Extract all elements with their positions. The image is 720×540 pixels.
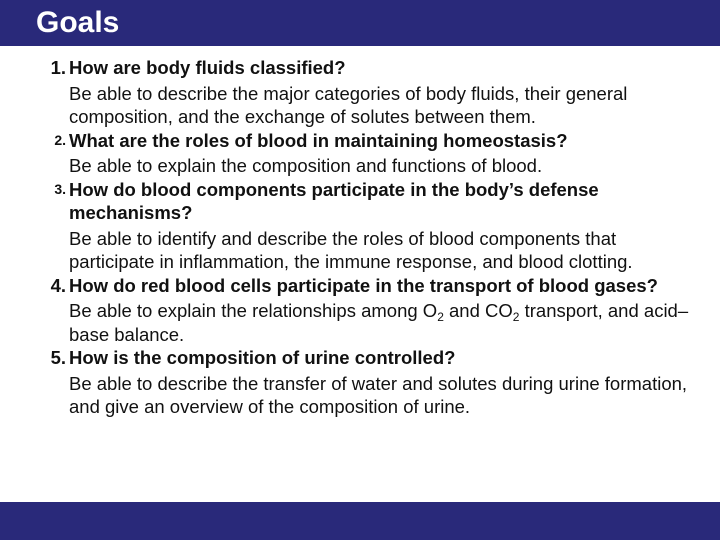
subscript: 2 [512,310,520,324]
goal-number: 5. [50,347,66,368]
title-bar [0,0,720,46]
slide-title: Goals [36,6,120,39]
goal-question: How do red blood cells participate in the transport of blood gases? [69,274,658,296]
goal-question: What are the roles of blood in maintaining homeostasis? [69,129,568,151]
goal-description: Be able to identify and describe the roles of blood components that participate in inflammation, the immune response, and blood clotting. [69,227,633,272]
goal-description: Be able to describe the major categories of body fluids, their general composition, and the exchange of solutes between them. [69,82,628,127]
description-text: and CO [443,300,513,321]
goal-question: How is the composition of urine controlled? [69,347,456,368]
subscript: 2 [437,310,444,324]
goal-number: 3. [54,180,66,197]
goal-description: Be able to explain the composition and functions of blood. [69,155,543,176]
description-text: Be able to explain the relationships among O [69,300,438,321]
goal-number: 4. [50,274,66,296]
goal-description [69,299,698,346]
goal-item-1 [34,56,698,129]
goal-question: How do blood components participate in the body’s defense mechanisms? [69,178,599,223]
goal-item-2 [34,129,698,178]
goal-item-3 [34,178,698,274]
footer-bar [0,502,720,540]
goals-list [34,56,698,419]
goal-number: 1. [50,57,66,78]
goal-item-4 [34,274,698,347]
goal-item-5 [34,346,698,419]
goal-description: Be able to describe the transfer of water and solutes during urine formation, and give an overview of the composition of urine. [69,372,688,417]
description-text: transport, and acid–base balance. [69,300,689,345]
goal-number: 2. [54,131,66,148]
goal-question: How are body fluids classified? [69,57,346,78]
